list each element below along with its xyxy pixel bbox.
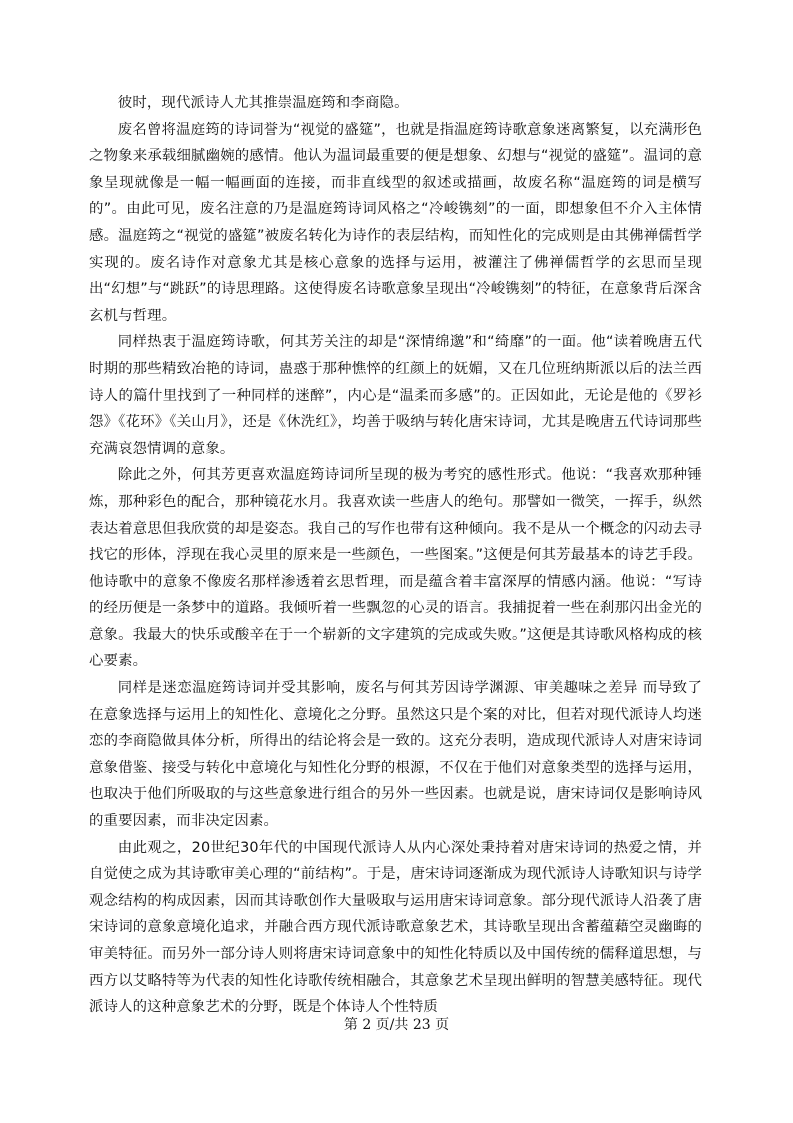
page-number-footer: 第 2 页/共 23 页 bbox=[343, 1017, 450, 1033]
paragraph-3: 同样热衷于温庭筠诗歌，何其芳关注的却是“深情绵邈”和“绮靡”的一面。他“读着晚唐五代时期的那些精致冶艳的诗词，蛊惑于那种憔悴的红颜上的妩媚，又在几位班纳斯派以后的法兰西诗人的篇什里找到了一种同样的迷醉”，内心是“温柔而多感”的。正因如此，无论是他的《罗衫怨》《花环》《关山月》，还是《休洗红》，均善于吸纳与转化唐宋诗词，尤其是晚唐五代诗词那些充满哀怨情调的意象。 bbox=[89, 334, 702, 457]
paragraph-6: 由此观之，20世纪30年代的中国现代派诗人从内心深处秉持着对唐宋诗词的热爱之情，并自觉使之成为其诗歌审美心理的“前结构”。于是，唐宋诗词逐渐成为现代派诗人诗歌知识与诗学观念结构的构成因素，因而其诗歌创作大量吸取与运用唐宋诗词意象。部分现代派诗人沿袭了唐宋诗词的意象意境化追求，并融合西方现代派诗歌意象艺术，其诗歌呈现出含蓄蕴藉空灵幽晦的审美特征。而另外一部分诗人则将唐宋诗词意象中的知性化特质以及中国传统的儒释道思想，与西方以艾略特等为代表的知性化诗歌传统相融合，其意象艺术呈现出鲜明的智慧美感特征。现代派诗人的这种意象艺术的分野，既是个体诗人个性特质 bbox=[89, 839, 702, 1016]
paragraph-2: 废名曾将温庭筠的诗词誉为“视觉的盛筵”，也就是指温庭筠诗歌意象迷离繁复，以充满形色之物象来承载细腻幽婉的感情。他认为温词最重要的便是想象、幻想与“视觉的盛筵”。温词的意象呈现就像是一幅一幅画面的连接，而非直线型的叙述或描画，故废名称“温庭筠的词是横写的”。由此可见，废名注意的乃是温庭筠诗词风格之“冷峻镌刻”的一面，即想象但不介入主体情感。温庭筠之“视觉的盛筵”被废名转化为诗作的表层结构，而知性化的完成则是由其佛禅儒哲学实现的。废名诗作对意象尤其是核心意象的选择与运用，被灌注了佛禅儒哲学的玄思而呈现出“幻想”与“跳跃”的诗思理路。这使得废名诗歌意象呈现出“冷峻镌刻”的特征，在意象背后深含玄机与哲理。 bbox=[89, 121, 702, 324]
paragraph-4: 除此之外，何其芳更喜欢温庭筠诗词所呈现的极为考究的感性形式。他说：“我喜欢那种锤炼，那种彩色的配合，那种镜花水月。我喜欢读一些唐人的绝句。那譬如一微笑，一挥手，纵然表达着意思但我欣赏的却是姿态。我自己的写作也带有这种倾向。我不是从一个概念的闪动去寻找它的形体，浮现在我心灵里的原来是一些颜色，一些图案。”这便是何其芳最基本的诗艺手段。他诗歌中的意象不像废名那样渗透着玄思哲理，而是蕴含着丰富深厚的情感内涵。他说：“写诗的经历便是一条梦中的道路。我倾听着一些飘忽的心灵的语言。我捕捉着一些在刹那闪出金光的意象。我最大的快乐或酸辛在于一个崭新的文字建筑的完成或失败。”这便是其诗歌风格构成的核心要素。 bbox=[89, 467, 702, 670]
paragraph-5: 同样是迷恋温庭筠诗词并受其影响，废名与何其芳因诗学渊源、审美趣味之差异 而导致了在意象选择与运用上的知性化、意境化之分野。虽然这只是个案的对比，但若对现代派诗人均迷恋的李商隐做具体分析，所得出的结论将会是一致的。这充分表明，造成现代派诗人对唐宋诗词意象借鉴、接受与转化中意境化与知性化分野的根源，不仅在于他们对意象类型的选择与运用，也取决于他们所吸取的与这些意象进行组合的另外一些因素。也就是说，唐宋诗词仅是影响诗风的重要因素，而非决定因素。 bbox=[89, 680, 702, 830]
paragraph-1: 彼时，现代派诗人尤其推崇温庭筠和李商隐。 bbox=[117, 95, 409, 111]
document-body bbox=[89, 90, 702, 1021]
